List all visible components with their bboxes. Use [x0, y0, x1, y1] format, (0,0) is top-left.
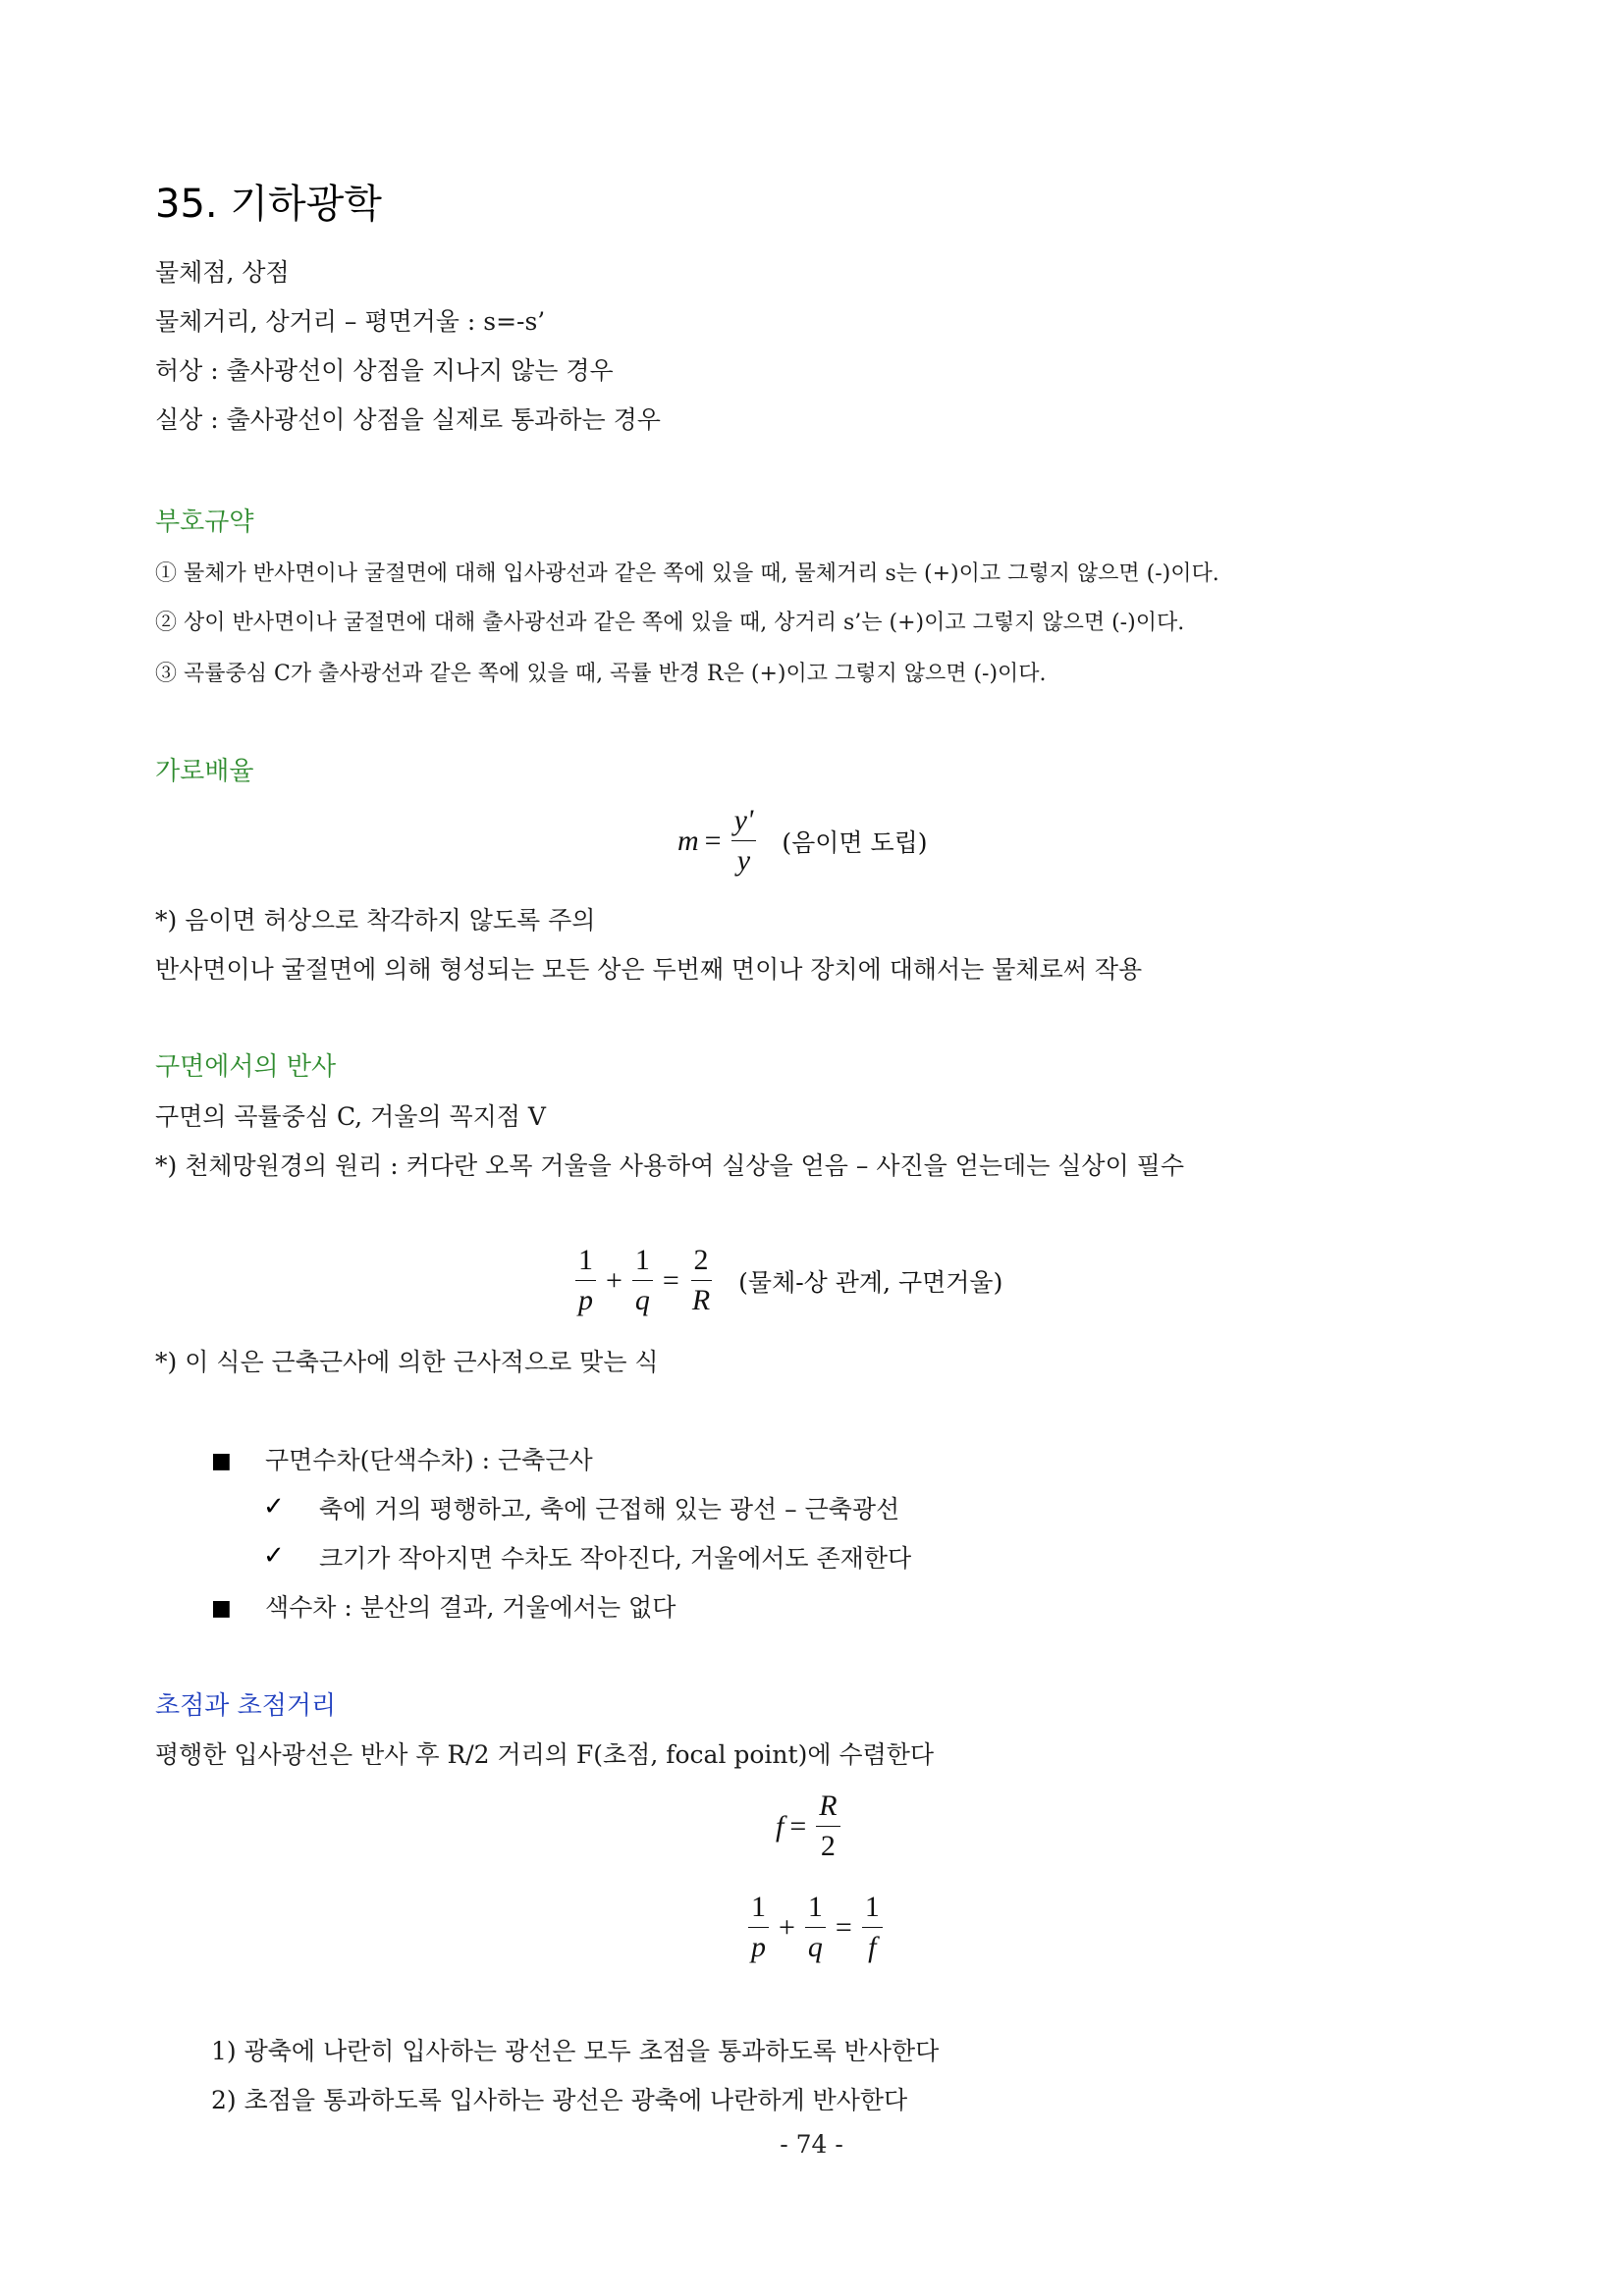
check-item: 축에 거의 평행하고, 축에 근접해 있는 광선 – 근축광선	[319, 1495, 900, 1523]
fraction-numerator: 1	[632, 1243, 653, 1281]
page-number: - 74 -	[780, 2130, 843, 2159]
intro-line: 허상 : 출사광선이 상점을 지나지 않는 경우	[155, 356, 614, 385]
formula-plus: +	[779, 1910, 795, 1944]
sign-convention-heading: 부호규약	[155, 507, 254, 537]
formula-note: (음이면 도립)	[782, 828, 928, 857]
formula-fraction	[748, 1890, 769, 1965]
formula-fraction	[689, 1243, 713, 1318]
fraction-denominator: q	[634, 1284, 650, 1316]
sign-rule: ① 물체가 반사면이나 굴절면에 대해 입사광선과 같은 쪽에 있을 때, 물체거리 s는 (+)이고 그렇지 않으면 (-)이다.	[155, 561, 1219, 586]
magnification-heading: 가로배율	[155, 757, 254, 786]
fraction-numerator: R	[816, 1789, 839, 1827]
spherical-heading: 구면에서의 반사	[155, 1052, 337, 1082]
fraction-denominator: p	[578, 1284, 593, 1316]
formula-fraction	[862, 1890, 883, 1965]
mirror-equation	[571, 1243, 1002, 1318]
fraction-numerator: 1	[862, 1890, 883, 1928]
fraction-numerator: 1	[805, 1890, 826, 1928]
formula-plus: +	[606, 1263, 622, 1297]
fraction-denominator: 2	[820, 1830, 836, 1862]
formula-fraction	[632, 1243, 653, 1318]
page-title: 35. 기하광학	[155, 182, 382, 227]
formula-lhs: m	[677, 824, 699, 857]
check-item: 크기가 작아지면 수차도 작아진다, 거울에서도 존재한다	[319, 1544, 912, 1573]
spherical-text: 구면의 곡률중심 C, 거울의 꼭지점 V	[155, 1102, 546, 1131]
focal-length-formula	[776, 1789, 844, 1864]
formula-note: (물체-상 관계, 구면거울)	[738, 1267, 1003, 1297]
formula-equals: =	[662, 1263, 679, 1297]
intro-line: 물체거리, 상거리 – 평면거울 : s=-s’	[155, 307, 546, 336]
spherical-note: *) 천체망원경의 원리 : 커다란 오목 거울을 사용하여 실상을 얻음 – 사진을 얻는데는 실상이 필수	[155, 1151, 1184, 1180]
focus-heading: 초점과 초점거리	[155, 1691, 337, 1721]
magnification-formula	[677, 803, 928, 879]
sign-rule: ③ 곡률중심 C가 출사광선과 같은 쪽에 있을 때, 곡률 반경 R은 (+)이고 그렇지 않으면 (-)이다.	[155, 662, 1047, 686]
bullet-item: 색수차 : 분산의 결과, 거울에서는 없다	[265, 1593, 676, 1622]
magnification-note: *) 음이면 허상으로 착각하지 않도록 주의	[155, 906, 596, 934]
fraction-denominator: p	[751, 1931, 766, 1963]
formula-equals: =	[835, 1910, 852, 1944]
fraction-denominator: f	[868, 1931, 877, 1963]
check-icon: ✓	[263, 1492, 285, 1522]
focus-rule: 1) 광축에 나란히 입사하는 광선은 모두 초점을 통과하도록 반사한다	[211, 2037, 940, 2065]
spherical-after-note: *) 이 식은 근축근사에 의한 근사적으로 맞는 식	[155, 1348, 659, 1376]
bullet-item: 구면수차(단색수차) : 근축근사	[265, 1446, 593, 1474]
focus-rule: 2) 초점을 통과하도록 입사하는 광선은 광축에 나란하게 반사한다	[211, 2086, 908, 2114]
square-bullet-icon: ■	[211, 1449, 232, 1473]
fraction-denominator: y	[736, 844, 751, 877]
formula-fraction	[575, 1243, 596, 1318]
check-icon: ✓	[263, 1541, 285, 1571]
fraction-numerator: 1	[748, 1890, 769, 1928]
focal-mirror-equation	[744, 1890, 887, 1965]
fraction-denominator: q	[807, 1931, 823, 1963]
fraction-numerator: y'	[731, 803, 757, 841]
formula-lhs: f	[776, 1809, 784, 1842]
fraction-denominator: R	[691, 1284, 711, 1316]
fraction-numerator: 1	[575, 1243, 596, 1281]
intro-line: 물체점, 상점	[155, 258, 290, 287]
focus-text: 평행한 입사광선은 반사 후 R/2 거리의 F(초점, focal point)에 수렴한다	[155, 1740, 935, 1769]
formula-fraction	[731, 803, 757, 879]
formula-equals: =	[789, 1809, 807, 1842]
sign-rule: ② 상이 반사면이나 굴절면에 대해 출사광선과 같은 쪽에 있을 때, 상거리 s’는 (+)이고 그렇지 않으면 (-)이다.	[155, 611, 1185, 635]
intro-line: 실상 : 출사광선이 상점을 실제로 통과하는 경우	[155, 405, 661, 434]
formula-fraction	[816, 1789, 839, 1864]
magnification-text: 반사면이나 굴절면에 의해 형성되는 모든 상은 두번째 면이나 장치에 대해서는 물체로써 작용	[155, 955, 1143, 984]
fraction-numerator: 2	[691, 1243, 712, 1281]
formula-equals: =	[704, 824, 722, 857]
square-bullet-icon: ■	[211, 1596, 232, 1621]
formula-fraction	[805, 1890, 826, 1965]
